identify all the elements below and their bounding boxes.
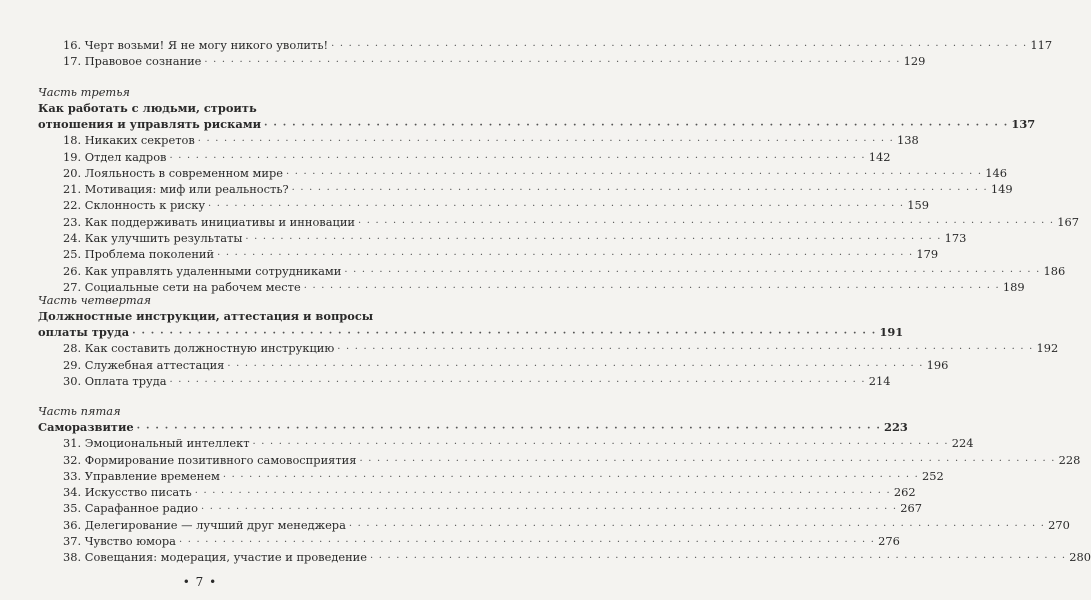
entry-title: 37. Чувство юмора <box>63 534 176 549</box>
toc-entry <box>38 246 939 262</box>
section-page: 137 <box>1011 117 1036 131</box>
entry-title: 30. Оплата труда <box>63 373 167 388</box>
part-label: Часть пятая <box>38 404 121 418</box>
toc-entry <box>38 500 922 516</box>
entry-page: 252 <box>922 468 944 483</box>
toc-entry <box>38 230 967 246</box>
entry-title: 38. Совещания: модерация, участие и проведение <box>63 550 368 565</box>
entry-title: 26. Как управлять удаленными сотрудниками <box>63 263 342 278</box>
entry-title: 32. Формирование позитивного самовосприятия <box>63 452 357 467</box>
entry-page: 179 <box>916 247 939 262</box>
entry-title: 35. Сарафанное радио <box>63 501 198 516</box>
entry-page: 270 <box>1048 517 1070 532</box>
entry-page: 276 <box>878 534 900 549</box>
section-title-line: Как работать с людьми, строить <box>38 101 257 115</box>
dot-leader <box>370 551 1066 567</box>
dot-leader <box>223 470 919 486</box>
dot-leader <box>253 437 949 453</box>
toc-entry <box>38 197 930 213</box>
toc-entry <box>38 468 944 484</box>
entry-page: 146 <box>985 165 1007 180</box>
dot-leader <box>359 454 1055 470</box>
entry-title: 29. Служебная аттестация <box>63 357 225 372</box>
entry-page: 224 <box>951 436 974 451</box>
part-label: Часть третья <box>38 85 130 99</box>
entry-title: 24. Как улучшить результаты <box>63 231 243 246</box>
part-label: Часть четвертая <box>38 293 152 307</box>
section-title-last: оплаты труда <box>38 325 130 339</box>
entry-title: 33. Управление временем <box>63 468 220 483</box>
toc-entry <box>38 357 949 373</box>
toc-entry <box>38 533 900 549</box>
dot-leader <box>292 183 988 199</box>
dot-leader <box>344 265 1040 281</box>
section-title-row <box>38 324 904 340</box>
entry-title: 17. Правовое сознание <box>63 54 202 69</box>
entry-page: 173 <box>944 231 967 246</box>
entry-page: 267 <box>900 501 922 516</box>
entry-page: 167 <box>1057 214 1079 229</box>
toc-entry <box>38 517 1070 533</box>
entry-page: 228 <box>1058 452 1081 467</box>
section-page: 191 <box>879 325 904 339</box>
entry-page: 159 <box>907 198 930 213</box>
entry-page: 196 <box>926 357 949 372</box>
toc-part-five <box>38 403 1091 566</box>
toc-entry <box>38 263 1066 279</box>
toc-entry <box>38 149 891 165</box>
dot-leader <box>170 375 866 391</box>
toc-entry <box>38 181 1013 197</box>
dot-leader <box>227 359 923 375</box>
section-title-row <box>38 419 908 435</box>
entry-page: 117 <box>1030 38 1053 52</box>
page-number: • 7 • <box>182 575 218 589</box>
toc-entry <box>38 373 891 389</box>
dot-leader <box>286 167 982 183</box>
entry-page: 186 <box>1043 263 1066 278</box>
entry-page: 192 <box>1036 341 1059 356</box>
entry-page: 149 <box>990 182 1013 197</box>
entry-title: 34. Искусство писать <box>63 485 192 500</box>
toc-entry <box>38 165 1007 181</box>
toc-entry <box>38 484 916 500</box>
entry-title: 16. Черт возьми! Я не могу никого уволить! <box>63 38 329 52</box>
entry-page: 138 <box>897 133 919 148</box>
section-title-last: Саморазвитие <box>38 420 134 434</box>
section-page: 223 <box>884 420 908 434</box>
dot-leader <box>198 134 894 150</box>
dot-leader <box>245 232 941 248</box>
entry-title: 22. Склонность к риску <box>63 198 206 213</box>
entry-title: 23. Как поддерживать инициативы и инновации <box>63 214 356 229</box>
toc-entry <box>38 340 1059 356</box>
entry-title: 21. Мотивация: миф или реальность? <box>63 182 289 197</box>
toc-entry <box>38 452 1081 468</box>
toc-entry <box>38 53 926 69</box>
entry-title: 36. Делегирование — лучший друг менеджера <box>63 517 346 532</box>
entry-title: 28. Как составить должностную инструкцию <box>63 341 335 356</box>
toc-entry <box>38 214 1079 230</box>
entry-page: 129 <box>903 54 926 69</box>
toc-entry <box>38 132 919 148</box>
entry-page: 189 <box>1002 279 1025 294</box>
section-title-line: Должностные инструкции, аттестация и вопросы <box>38 309 374 323</box>
dot-leader <box>204 55 900 71</box>
entry-page: 262 <box>893 485 916 500</box>
toc-entry <box>38 435 974 451</box>
dot-leader <box>304 281 1000 297</box>
entry-title: 25. Проблема поколений <box>63 247 215 262</box>
entry-title: 20. Лояльность в современном мире <box>63 165 283 180</box>
entry-page: 280 <box>1069 550 1091 565</box>
entry-title: 18. Никаких секретов <box>63 133 195 148</box>
toc-entry <box>38 549 1091 565</box>
dot-leader <box>195 486 891 502</box>
entry-title: 27. Социальные сети на рабочем месте <box>63 279 301 294</box>
toc-entry <box>38 37 1053 53</box>
entry-page: 142 <box>868 149 891 164</box>
entry-page: 214 <box>868 373 891 388</box>
entry-title: 31. Эмоциональный интеллект <box>63 436 250 451</box>
toc-part-four <box>38 292 1059 389</box>
toc-part-three <box>38 84 1079 295</box>
dot-leader <box>349 519 1045 535</box>
entry-title: 19. Отдел кадров <box>63 149 167 164</box>
toc-top-entries <box>38 37 1053 70</box>
section-title-row <box>38 116 1036 132</box>
section-title-last: отношения и управлять рисками <box>38 117 262 131</box>
